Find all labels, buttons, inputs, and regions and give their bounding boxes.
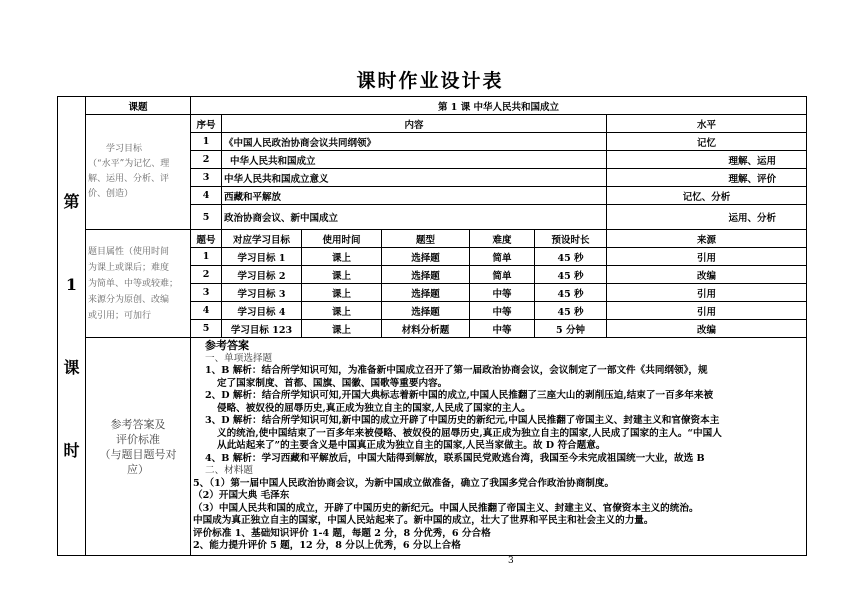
answer-5-line-4: 中国成为真正独立自主的国家，中国人民站起来了。新中国的成立，壮大了世界和平民主和社会主义的力量。 bbox=[193, 515, 654, 527]
evaluation-line-1: 评价标准 1、基础知识评价 1-4 题，每题 2 分，8 分优秀，6 分合格 bbox=[193, 527, 491, 539]
section-single-choice: 一、单项选择题 bbox=[205, 352, 273, 364]
goals-header-level: 水平 bbox=[607, 115, 807, 133]
attr-header-no: 题号 bbox=[191, 230, 222, 248]
answer-3-line-3: 从此站起来了”的主要含义是中国真正成为独立自主的国家,人民当家做主。故 D 符合题意。 bbox=[217, 440, 606, 452]
attributes-label: 题目属性（使用时间 为课上或课后；难度 为简单、中等或较难； 来源分为原创、改编 或引用；可加行 bbox=[86, 230, 191, 338]
goals-header-content: 内容 bbox=[222, 115, 607, 133]
attribute-row: 1 学习目标 1 课上 选择题 简单 45 秒 引用 bbox=[58, 248, 807, 266]
homework-design-table bbox=[57, 96, 807, 556]
attribute-row: 3 学习目标 3 课上 选择题 中等 45 秒 引用 bbox=[58, 284, 807, 302]
attr-header-time: 使用时间 bbox=[302, 230, 382, 248]
answer-1-line-2: 定了国家制度、首都、国旗、国徽、国歌等重要内容。 bbox=[217, 377, 448, 389]
attr-header-difficulty: 难度 bbox=[470, 230, 535, 248]
side-char-2: 1 bbox=[65, 274, 78, 294]
reference-label: 参考答案及 评价标准 （与题目题号对 应） bbox=[86, 338, 191, 556]
goal-row: 5 政治协商会议、新中国成立 运用、分析 bbox=[58, 205, 807, 230]
lesson-side-label bbox=[58, 97, 86, 556]
topic-value: 第 1 课 中华人民共和国成立 bbox=[191, 97, 807, 115]
goal-row: 3 中华人民共和国成立意义 理解、评价 bbox=[58, 169, 807, 187]
goals-label: 学习目标 （“水平”为记忆、理 解、运用、分析、评 价、创造） bbox=[86, 115, 191, 230]
side-char-1: 第 bbox=[63, 191, 80, 211]
evaluation-line-2: 2、能力提升评价 5 题，12 分，8 分以上优秀，6 分以上合格 bbox=[193, 540, 461, 552]
answers-heading: 参考答案 bbox=[205, 339, 249, 353]
goals-header-no: 序号 bbox=[191, 115, 222, 133]
attr-header-duration: 预设时长 bbox=[535, 230, 607, 248]
goal-row: 4 西藏和平解放 记忆、分析 bbox=[58, 187, 807, 205]
side-char-4: 时 bbox=[63, 441, 80, 461]
answer-5-line-2: （2）开国大典 毛泽东 bbox=[193, 490, 290, 502]
document-title: 课时作业设计表 bbox=[356, 70, 504, 92]
page-number: 3 bbox=[508, 556, 514, 566]
answer-4-line-1: 4、B 解析：学习西藏和平解放后，中国大陆得到解放，联系国民党败逃台湾，我国至今未完成祖国统一大业，故选 B bbox=[205, 452, 705, 464]
goal-row: 2 中华人民共和国成立 理解、运用 bbox=[58, 151, 807, 169]
answer-5-line-3: （3）中国人民共和国的成立，开辟了中国历史的新纪元。中国人民推翻了帝国主义、封建主义、官僚资本主义的统治。 bbox=[193, 502, 699, 514]
answer-5-line-1: 5、（1）第一届中国人民政治协商会议，为新中国成立做准备，确立了我国多党合作政治协商制度。 bbox=[193, 477, 615, 489]
side-char-3: 课 bbox=[63, 358, 80, 377]
topic-label: 课题 bbox=[86, 97, 191, 115]
answer-3-line-2: 义的统治,使中国结束了一百多年来被侵略、被奴役的屈辱历史,真正成为独立自主的国家,人民成了国家的主人。“中国人 bbox=[217, 427, 722, 439]
attribute-row: 4 学习目标 4 课上 选择题 中等 45 秒 引用 bbox=[58, 302, 807, 320]
attribute-row: 5 学习目标 123 课上 材料分析题 中等 5 分钟 改编 bbox=[58, 320, 807, 338]
goal-row: 1 《中国人民政治协商会议共同纲领》 记忆 bbox=[58, 133, 807, 151]
section-material: 二、材料题 bbox=[205, 465, 253, 477]
attribute-row: 2 学习目标 2 课上 选择题 简单 45 秒 改编 bbox=[58, 266, 807, 284]
answer-1-line-1: 1、B 解析：结合所学知识可知，为准备新中国成立召开了第一届政治协商会议，会议制定了一部文件《共同纲领》，规 bbox=[205, 365, 708, 377]
attr-header-goal: 对应学习目标 bbox=[222, 230, 302, 248]
attr-header-source: 来源 bbox=[607, 230, 807, 248]
reference-answers bbox=[191, 338, 807, 556]
answer-2-line-1: 2、D 解析：结合所学知识可知,开国大典标志着新中国的成立,中国人民推翻了三座大山的剥削压迫,结束了一百多年来被 bbox=[205, 390, 714, 402]
answer-2-line-2: 侵略、被奴役的屈辱历史,真正成为独立自主的国家,人民成了国家的主人。 bbox=[217, 402, 531, 414]
answer-3-line-1: 3、D 解析：结合所学知识可知,新中国的成立开辟了中国历史的新纪元,中国人民推翻了帝国主义、封建主义和官僚资本主 bbox=[205, 415, 720, 427]
attr-header-type: 题型 bbox=[382, 230, 470, 248]
